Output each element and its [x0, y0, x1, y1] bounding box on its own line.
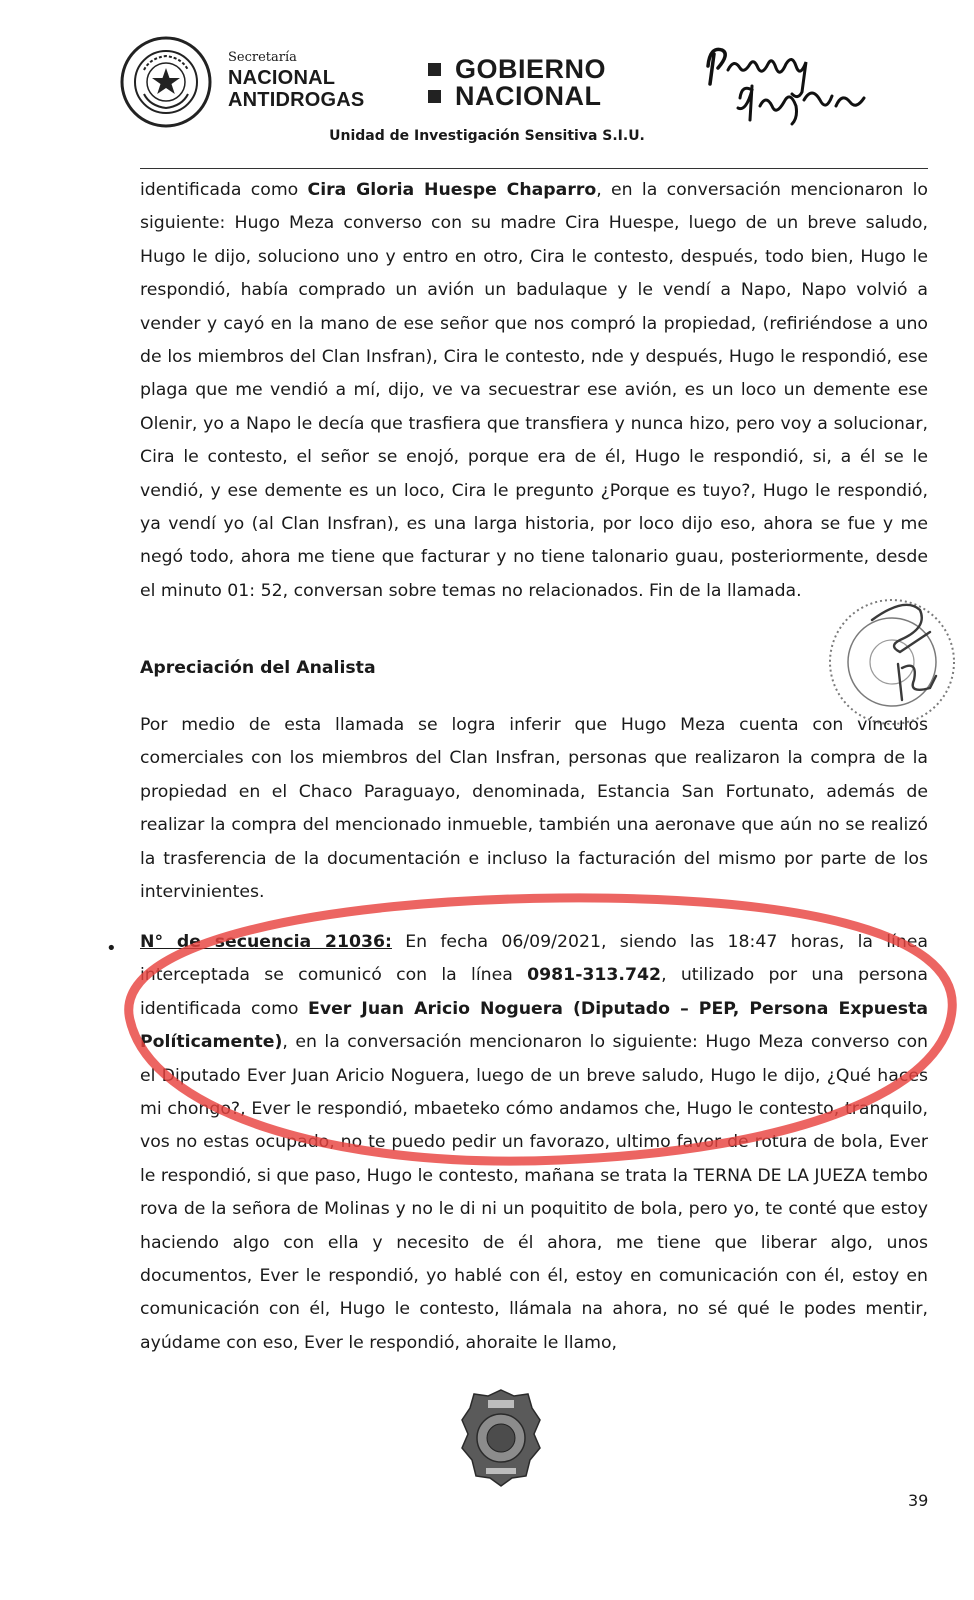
analyst-assessment-heading: Apreciación del Analista: [140, 658, 376, 678]
person-name-cira: Cira Gloria Huespe Chaparro: [307, 180, 597, 200]
person-name-ever: Ever Juan Aricio Noguera (Diputado – PEP, Persona Expuesta Políticamente): [140, 998, 928, 1053]
p3-text-1: En fecha 06/09/2021, siendo las 18:47 horas, la línea interceptada se comunicó con la línea: [140, 932, 928, 986]
agent-badge-seal: [460, 1388, 542, 1488]
square-icon: [428, 63, 441, 76]
national-seal-logo: [120, 36, 212, 128]
analyst-ink-stamp: [830, 600, 954, 724]
p1-text-1: identificada como: [140, 180, 308, 200]
square-icon: [428, 90, 441, 103]
bullet-point: •: [106, 938, 117, 959]
paraguay-de-la-gente-logo: [700, 36, 880, 126]
phone-number: 0981-313.742: [527, 965, 662, 986]
letterhead: [0, 0, 974, 175]
secretaria-label: Secretaría: [228, 50, 297, 65]
unidad-subtitle: Unidad de Investigación Sensitiva S.I.U.: [329, 128, 645, 144]
paragraph-cira-call: [140, 174, 928, 608]
p1-text-2: , en la conversación mencionaron lo siguiente: Hugo Meza converso con su madre Cira Huespe, luego de un breve saludo, Hugo le dijo, soluciono uno y entro en otro, Cira le contesto, después, todo bien, Hugo le respondió, había comprado un avión un badulaque y le vendí a Napo, Napo volvió a vender y cayó en la mano de ese señor que nos compró la propiedad, (refiriéndose a uno de los miembros del Clan Insfran), Cira le contesto, nde y después, Hugo le respondió, ese plaga que me vendió a mí, dijo, ve va secuestrar ese avión, es un loco un demente ese Olenir, yo a Napo le decía que trasfiera que transfiera y nunca hizo, pero voy a solucionar, Cira le contesto, el señor se enojó, porque era de él, Hugo le respondió, si, a él se le vendió, y ese demente es un loco, Cira le pregunto ¿Porque es tuyo?, Hugo le respondió, ya vendí yo (al Clan Insfran), es una larga historia, por loco dijo eso, ahora se fue y me negó todo, ahora me tiene que facturar y no tiene talonario guau, posteriormente, desde el minuto 01: 52, conversan sobre temas no relacionados. Fin de la llamada.: [140, 180, 929, 601]
page-number: 39: [908, 1491, 929, 1510]
paragraph-sequence-21036: [140, 926, 928, 1360]
sequence-number: N° de secuencia 21036:: [140, 932, 392, 952]
gobierno-line-2: NACIONAL: [455, 81, 602, 111]
gobierno-line-1: GOBIERNO: [455, 54, 607, 84]
gobierno-nacional-logo: [428, 56, 606, 110]
secretaria-line-2: ANTIDROGAS: [228, 89, 365, 111]
secretaria-logo-text: [228, 50, 364, 111]
header-divider: [140, 168, 928, 169]
secretaria-line-1: NACIONAL: [228, 67, 336, 89]
p3-text-2: , utilizado por una persona identificada como: [140, 965, 928, 1019]
paragraph-analyst-assessment: Por medio de esta llamada se logra inferir que Hugo Meza cuenta con vínculos comerciales con los miembros del Clan Insfran, personas que realizaron la compra de la propiedad en el Chaco Paraguayo, denominada, Estancia San Fortunato, además de realizar la compra del mencionado inmueble, también una aeronave que aún no se realizó la trasferencia de la documentación e incluso la facturación del mismo por parte de los intervinientes.: [140, 715, 928, 903]
p3-text-3: , en la conversación mencionaron lo siguiente: Hugo Meza converso con el Diputado Ever Juan Aricio Noguera, luego de un breve saludo, Hugo le dijo, ¿Qué haces mi chongo?, Ever le respondió, mbaeteko cómo andamos che, Hugo le contesto, tranquilo, vos no estas ocupado, no te puedo pedir un favorazo, ultimo favor de rotura de bola, Ever le respondió, si que paso, Hugo le contesto, mañana se trata la TERNA DE LA JUEZA tembo rova de la señora de Molinas y no le di ni un poquitito de bola, pero yo, te conté que estoy haciendo algo con ella y necesito de él ahora, me tiene que liberar algo, unos documentos, Ever le respondió, yo hablé con él, estoy en comunicación con él, estoy en comunicación con él, Hugo le contesto, llámala na ahora, no sé qué le podes mentir, ayúdame con eso, Ever le respondió, ahoraite le llamo,: [140, 1032, 928, 1353]
